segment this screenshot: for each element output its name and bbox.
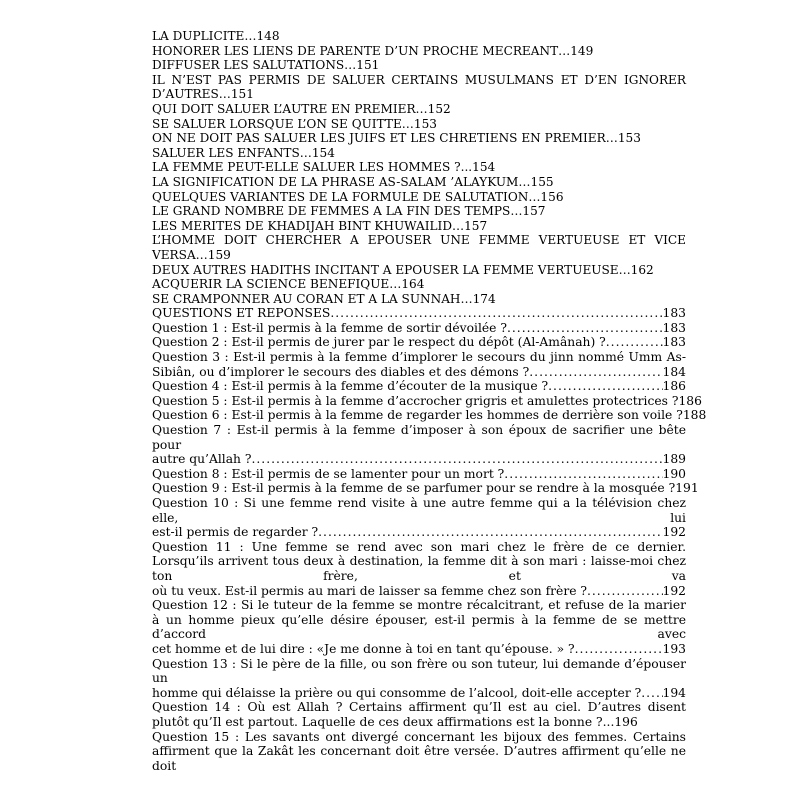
toc-page-number: 186: [678, 393, 702, 408]
dot-leader: [575, 642, 663, 657]
toc-entry: ON NE DOIT PAS SALUER LES JUIFS ET LES CHRETIENS EN PREMIER…153: [152, 131, 641, 146]
toc-entry: SE CRAMPONNER AU CORAN ET A LA SUNNAH…174: [152, 291, 496, 306]
question-entry: [152, 408, 707, 423]
toc-entry: LA SIGNIFICATION DE LA PHRASE AS-SALAM ’ALAYKUM…155: [152, 174, 554, 189]
question-text: Question 14 : Où est Allah ? Certains affirment qu’Il est au ciel. D’autres disent plutôt qu’Il est partout. Laquelle de ces deux affirmations est la bonne ?...196: [152, 700, 686, 729]
question-entry: [152, 393, 702, 409]
toc-page-number: 188: [682, 408, 707, 423]
toc-entry: HONORER LES LIENS DE PARENTE D’UN PROCHE MECREANT…149: [152, 43, 594, 58]
toc-entry: DEUX AUTRES HADITHS INCITANT A EPOUSER LA FEMME VERTUEUSE…162: [152, 262, 654, 277]
question-text: Question 5 : Est-il permis à la femme d’accrocher grigris et amulettes protectrices ?: [152, 393, 679, 408]
toc-page-number: 183: [662, 306, 686, 321]
question-entry: [152, 335, 686, 350]
dot-leader: [548, 379, 662, 394]
question-text: Question 15 : Les savants ont divergé concernant les bijoux des femmes. Certains affirment que la Zakât les concernant doit être versée. D’autres affirment qu’elle ne doit: [152, 729, 686, 773]
question-entry: [152, 350, 686, 379]
question-text: cet homme et de lui dire : «Je me donne à toi en tant qu’épouse. » ?: [152, 641, 575, 656]
question-text: Question 9 : Est-il permis à la femme de se parfumer pour se rendre à la mosquée ?: [152, 481, 676, 496]
dot-leader: [587, 584, 663, 599]
question-text: Question 6 : Est-il permis à la femme de regarder les hommes de derrière son voile ?: [152, 408, 683, 423]
toc-heading-questions: [152, 306, 686, 321]
table-of-contents: [152, 29, 707, 773]
question-text: Question 7 : Est-il permis à la femme d’imposer à son époux de sacrifier une bête pour: [152, 423, 686, 452]
toc-entry: SE SALUER LORSQUE L’ON SE QUITTE…153: [152, 116, 437, 131]
question-text: Question 8 : Est-il permis de se lamenter pour un mort ?: [152, 466, 505, 481]
dot-leader: [251, 452, 662, 467]
toc-page-number: 190: [662, 466, 686, 481]
toc-entry: ACQUERIR LA SCIENCE BENEFIQUE…164: [152, 277, 425, 292]
toc-page-number: 184: [662, 364, 686, 379]
toc-entry: QUI DOIT SALUER L’AUTRE EN PREMIER…152: [152, 101, 451, 116]
toc-entry: DIFFUSER LES SALUTATIONS…151: [152, 58, 380, 73]
toc-page-number: 186: [662, 379, 686, 394]
toc-entry: IL N’EST PAS PERMIS DE SALUER CERTAINS MUSULMANS ET D’EN IGNORER D’AUTRES…151: [152, 72, 686, 102]
toc-page-number: 183: [662, 335, 686, 350]
question-entry: [152, 379, 686, 394]
question-text: où tu veux. Est-il permis au mari de laisser sa femme chez son frère ?: [152, 583, 587, 598]
question-entry: [152, 730, 686, 774]
question-text: Question 1 : Est-il permis à la femme de sortir dévoilée ?: [152, 320, 507, 335]
question-text: autre qu’Allah ?: [152, 452, 252, 467]
question-entry: [152, 467, 686, 482]
toc-page-number: 183: [662, 320, 686, 335]
dot-leader: [330, 306, 662, 321]
question-text: Question 12 : Si le tuteur de la femme se montre récalcitrant, et refuse de la marier à un homme pieux qu’elle désire épouser, est-il permis à la femme de se mettre d’accord avec: [152, 598, 686, 642]
toc-page-number: 192: [662, 525, 686, 540]
dot-leader: [507, 321, 663, 336]
question-entry: [152, 496, 686, 540]
dot-leader: [504, 467, 662, 482]
question-entry: [152, 598, 686, 656]
question-entry: [152, 700, 686, 729]
question-text: homme qui délaisse la prière ou qui consomme de l’alcool, doit-elle accepter ?: [152, 685, 642, 700]
toc-entry: L’HOMME DOIT CHERCHER A EPOUSER UNE FEMME VERTUEUSE ET VICE VERSA…159: [152, 233, 686, 262]
toc-entry: SALUER LES ENFANTS…154: [152, 145, 335, 160]
question-text: Question 13 : Si le père de la fille, ou son frère ou son tuteur, lui demande d’épouser un: [152, 656, 686, 686]
question-text: Sibiân, ou d’implorer le secours des diables et des démons ?: [152, 364, 530, 379]
toc-page-number: 192: [662, 583, 686, 598]
question-text: Question 4 : Est-il permis à la femme d’écouter de la musique ?: [152, 379, 549, 394]
question-text: Question 11 : Une femme se rend avec son mari chez le frère de ce dernier. Lorsqu’ils arrivent tous deux à destination, la femme dit à son mari : laisse-moi chez ton frère, et va: [152, 539, 686, 583]
toc-page-number: 191: [675, 481, 699, 496]
question-list: [152, 320, 707, 773]
dot-leader: [529, 365, 662, 380]
toc-page-number: 189: [662, 452, 686, 467]
question-text: Question 3 : Est-il permis à la femme d’implorer le secours du jinn nommé Umm As-: [152, 350, 686, 365]
toc-entry: LA DUPLICITE…148: [152, 29, 280, 43]
dot-leader: [606, 335, 663, 350]
question-text: Question 10 : Si une femme rend visite à une autre femme qui a la télévision chez elle, lui: [152, 496, 686, 525]
question-entry: [152, 423, 686, 467]
toc-entry: QUELQUES VARIANTES DE LA FORMULE DE SALUTATION…156: [152, 189, 564, 204]
dot-leader: [318, 525, 662, 540]
toc-entry: LE GRAND NOMBRE DE FEMMES A LA FIN DES TEMPS…157: [152, 204, 546, 219]
dot-leader: [641, 686, 662, 701]
question-text: Question 2 : Est-il permis de jurer par le respect du dépôt (Al-Amânah) ?: [152, 335, 606, 350]
toc-page-number: 193: [662, 641, 686, 656]
question-text: est-il permis de regarder ?: [152, 525, 319, 540]
question-entry: [152, 321, 686, 336]
toc-heading-title: QUESTIONS ET REPONSES: [152, 306, 331, 321]
question-entry: [152, 657, 686, 701]
toc-entry: LES MERITES DE KHADIJAH BINT KHUWAILID…157: [152, 218, 488, 233]
toc-entry: LA FEMME PEUT-ELLE SALUER LES HOMMES ?...154: [152, 160, 496, 175]
question-entry: [152, 481, 699, 496]
toc-page-number: 194: [662, 685, 686, 700]
question-entry: [152, 540, 686, 598]
